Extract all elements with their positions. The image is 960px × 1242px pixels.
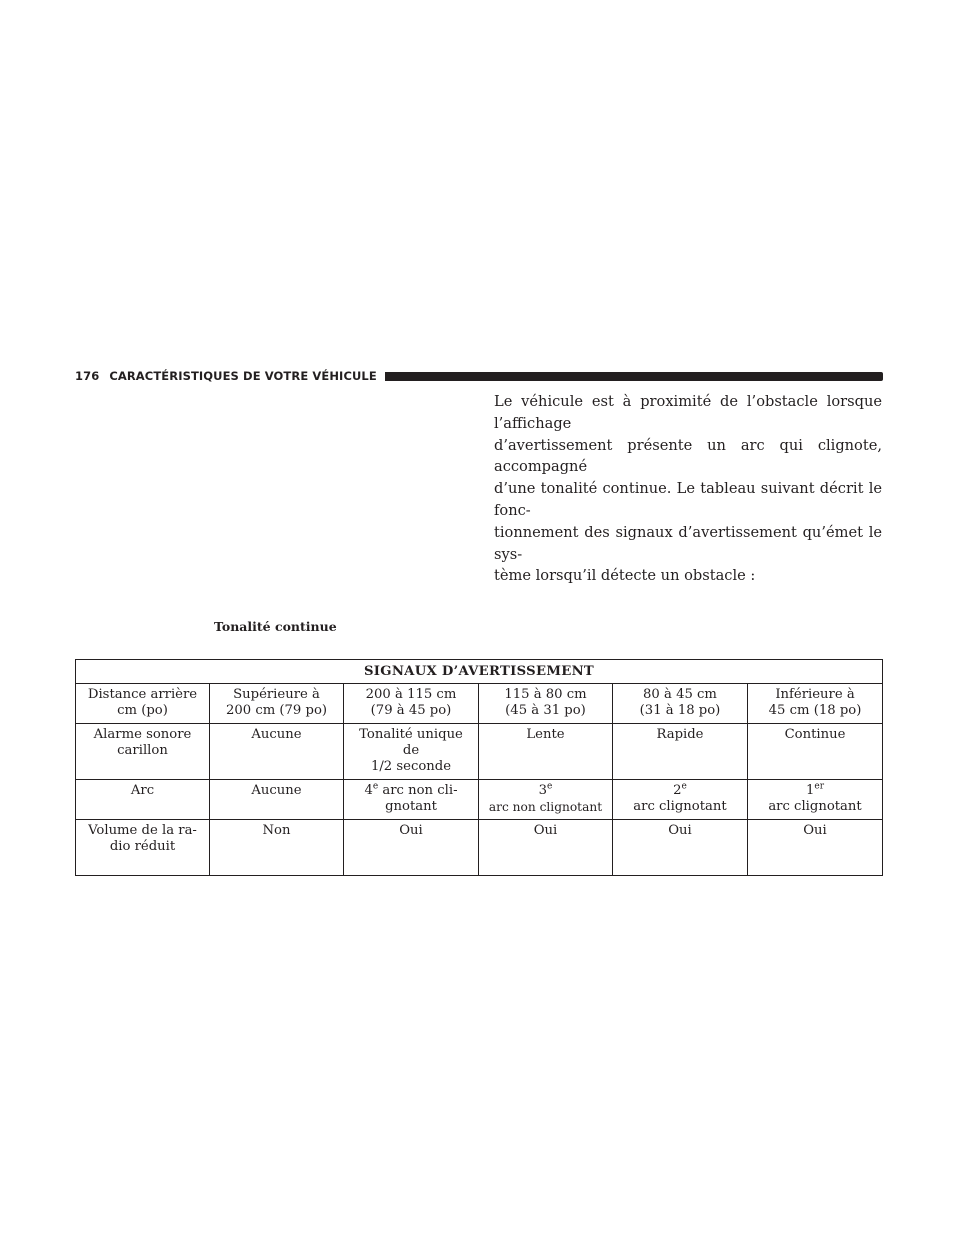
table-cell	[210, 724, 344, 780]
cell-line	[348, 783, 474, 799]
table-cell: Oui	[613, 820, 748, 876]
table-cell	[344, 780, 479, 820]
table-cell: Oui	[344, 820, 479, 876]
cell-line: arc non clignotant	[488, 800, 603, 814]
arc-ordinal-suffix: e	[372, 781, 379, 792]
row-label-radio	[76, 820, 210, 876]
cell-line: arc clignotant	[768, 799, 862, 814]
table-cell: Oui	[748, 820, 883, 876]
intro-paragraph	[494, 391, 882, 587]
cell-line: dio réduit	[109, 839, 176, 854]
arc-number: 4	[364, 783, 373, 798]
intro-line: d’avertissement présente un arc qui clignote, accompagné	[494, 436, 882, 476]
cell-line: Aucune	[251, 727, 302, 742]
cell-line: 80 à 45 cm	[643, 687, 717, 702]
table-cell	[344, 724, 479, 780]
table-cell	[479, 780, 613, 820]
arc-ordinal-suffix: e	[547, 781, 553, 792]
intro-line: tème lorsqu’il détecte un obstacle :	[494, 567, 756, 585]
table-cell	[613, 724, 748, 780]
cell-line: (79 à 45 po)	[370, 703, 452, 718]
table-cell	[210, 684, 344, 724]
section-title: CARACTÉRISTIQUES DE VOTRE VÉHICULE	[109, 369, 377, 383]
cell-line	[483, 783, 608, 799]
arc-number: 2	[673, 783, 682, 798]
cell-line: cm (po)	[117, 703, 168, 718]
table-cell	[613, 684, 748, 724]
table-cell	[748, 780, 883, 820]
cell-line: Arc	[130, 783, 155, 798]
table-row-radio	[76, 820, 883, 876]
table-title: SIGNAUX D’AVERTISSEMENT	[76, 660, 883, 684]
cell-line: Tonalité unique	[359, 727, 463, 742]
table-cell	[748, 684, 883, 724]
arc-text: arc non cli-	[378, 783, 458, 798]
cell-line: Continue	[784, 727, 846, 742]
cell-line: (31 à 18 po)	[639, 703, 721, 718]
table-cell	[613, 780, 748, 820]
table-cell	[344, 684, 479, 724]
cell-line	[617, 783, 743, 799]
cell-line: Inférieure à	[775, 687, 855, 702]
table-row-distance	[76, 684, 883, 724]
table-cell	[479, 724, 613, 780]
cell-line: Lente	[526, 727, 565, 742]
cell-line: Distance arrière	[87, 687, 198, 702]
warning-signals-table	[75, 659, 883, 876]
table-row-arc	[76, 780, 883, 820]
cell-line: arc clignotant	[633, 799, 727, 814]
cell-line: 45 cm (18 po)	[768, 703, 862, 718]
arc-ordinal-suffix: e	[681, 781, 687, 792]
cell-line: de	[402, 743, 420, 758]
cell-line: gnotant	[385, 799, 437, 814]
cell-line: Alarme sonore	[93, 727, 192, 742]
figure-caption: Tonalité continue	[214, 619, 337, 634]
page-number: 176	[75, 369, 100, 383]
arc-number: 3	[538, 783, 548, 798]
table-title-row	[76, 660, 883, 684]
arc-number: 1	[806, 783, 815, 798]
cell-line: Volume de la ra-	[88, 823, 197, 838]
cell-line: 115 à 80 cm	[504, 687, 587, 702]
arc-ordinal-suffix: er	[814, 781, 825, 792]
table-cell: Non	[210, 820, 344, 876]
table-cell	[748, 724, 883, 780]
page-header	[75, 368, 883, 384]
row-label-chime	[76, 724, 210, 780]
table-row-chime	[76, 724, 883, 780]
row-label-arc	[76, 780, 210, 820]
cell-line: carillon	[117, 743, 168, 758]
cell-line: 1/2 seconde	[370, 759, 452, 774]
cell-line: Supérieure à	[233, 687, 320, 702]
cell-line: 200 cm (79 po)	[225, 703, 328, 718]
cell-line: Aucune	[251, 783, 302, 798]
row-label-distance	[76, 684, 210, 724]
intro-line: d’une tonalité continue. Le tableau suivant décrit le fonc-	[494, 480, 882, 519]
cell-line: Rapide	[656, 727, 704, 742]
table-cell	[210, 780, 344, 820]
cell-line: (45 à 31 po)	[505, 703, 586, 718]
header-rule	[385, 372, 883, 381]
table-cell	[479, 684, 613, 724]
intro-line: tionnement des signaux d’avertissement qu’émet le sys-	[494, 523, 882, 563]
intro-line: Le véhicule est à proximité de l’obstacle lorsque l’affichage	[494, 393, 882, 432]
cell-line	[752, 783, 878, 799]
cell-line: 200 à 115 cm	[365, 687, 457, 702]
table-cell: Oui	[479, 820, 613, 876]
